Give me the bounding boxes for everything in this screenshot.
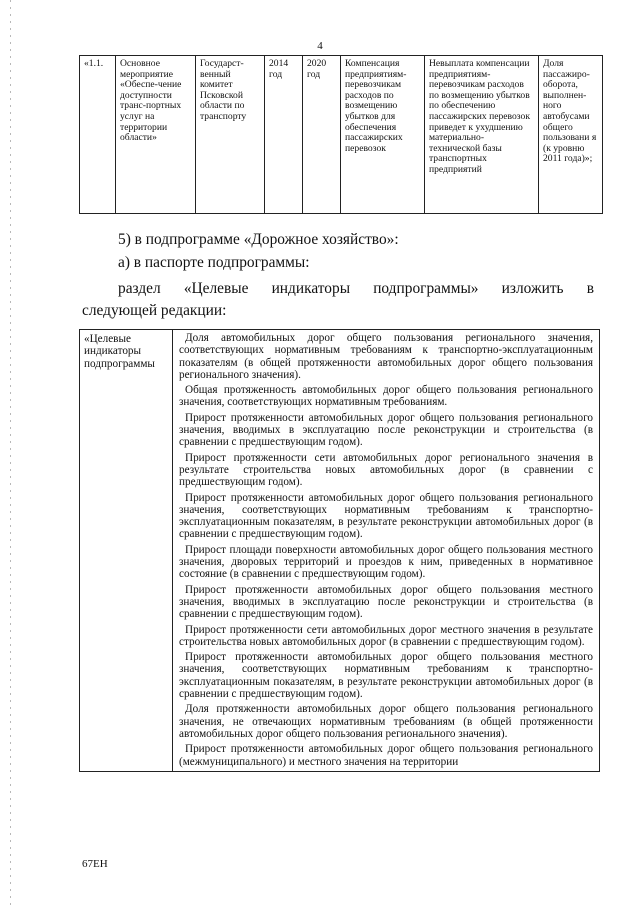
indicator-item: Прирост протяженности автомобильных дорог общего пользования местного значения, вводимых в эксплуатацию после реконструкции и строительства (в сравнении с предшествующим годом). — [179, 583, 593, 621]
table-row — [80, 56, 603, 214]
indicator-item: Прирост протяженности автомобильных дорог общего пользования регионального (межмуниципального) и местного значения на территории — [179, 743, 593, 768]
table-row — [80, 330, 600, 772]
paragraph-edition: следующей редакции: — [82, 302, 227, 319]
measure-name: Основное мероприятие «Обеспе-чение доступности транс-портных услуг на территории области» — [116, 56, 196, 214]
paragraph-subprogram: 5) в подпрограмме «Дорожное хозяйство»: — [118, 231, 399, 248]
indicator-item: Прирост протяженности автомобильных дорог общего пользования местного значения, соответствующих нормативным требованиям к транспортно-эксплуатационным показателям, в результате реконструкции автомобильных дорог (в сравнении с предшествующим годом). — [179, 651, 593, 701]
indicator-item: Прирост площади поверхности автомобильных дорог общего пользования местного значения, дворовых территорий и проездов к ним, приведенных в нормативное состояние (в сравнении с предшествующим годом). — [179, 543, 593, 581]
measures-table — [79, 55, 603, 214]
measure-indicator: Доля пассажиро-оборота, выполнен-ного автобусами общего пользовани я (к уровню 2011 года)»; — [539, 56, 603, 214]
page-number: 4 — [317, 40, 323, 52]
indicators-label: «Целевые индикаторы подпрограммы — [80, 330, 173, 772]
measure-number: «1.1. — [80, 56, 116, 214]
measure-executor: Государст-венный комитет Псковской области по транспорту — [196, 56, 265, 214]
indicator-item: Доля протяженности автомобильных дорог общего пользования регионального значения, не отвечающих нормативным требованиям (в общей протяженности автомобильных дорог общего пользования регионального значения). — [179, 703, 593, 740]
measure-end-year: 2020 год — [303, 56, 341, 214]
measure-consequence: Невыплата компенсации предприятиям-перевозчикам расходов по возмещению убытков по обеспечению пассажирских перевозок приведет к ухудшению материально-технической базы транспортных предприятий — [425, 56, 539, 214]
document-code: 67ЕН — [82, 858, 108, 870]
indicator-item: Прирост протяженности автомобильных дорог общего пользования регионального значения, вводимых в эксплуатацию после реконструкции и строительства (в сравнении с предшествующим годом). — [179, 411, 593, 449]
measure-result: Компенсация предприятиям-перевозчикам расходов по возмещению убытков для обеспечения пассажирских перевозок — [341, 56, 425, 214]
indicator-item: Прирост протяженности сети автомобильных дорог регионального значения в результате строительства новых автомобильных дорог (в сравнении с предшествующим годом). — [179, 451, 593, 489]
indicators-table — [79, 329, 600, 772]
indicators-content — [173, 330, 600, 772]
measure-start-year: 2014 год — [265, 56, 303, 214]
paragraph-passport: а) в паспорте подпрограммы: — [118, 254, 310, 271]
indicator-item: Доля автомобильных дорог общего пользования регионального значения, соответствующих нормативным требованиям к транспортно-эксплуатационным показателям (в общей протяженности автомобильных дорог общего пользования регионального значения). — [179, 332, 593, 381]
indicator-item: Общая протяженность автомобильных дорог общего пользования регионального значения, соответствующих нормативным требованиям. — [179, 384, 593, 409]
paragraph-section: раздел «Целевые индикаторы подпрограммы» изложить в — [118, 280, 594, 297]
indicator-item: Прирост протяженности автомобильных дорог общего пользования регионального значения, соответствующих нормативным требованиям к транспортно-эксплуатационным показателям, в результате реконструкции автомобильных дорог (в сравнении с предшествующим годом). — [179, 491, 593, 541]
indicator-item: Прирост протяженности сети автомобильных дорог местного значения в результате строительства новых автомобильных дорог (в сравнении с предшествующим годом). — [179, 623, 593, 648]
scan-edge-artifact — [10, 0, 11, 905]
